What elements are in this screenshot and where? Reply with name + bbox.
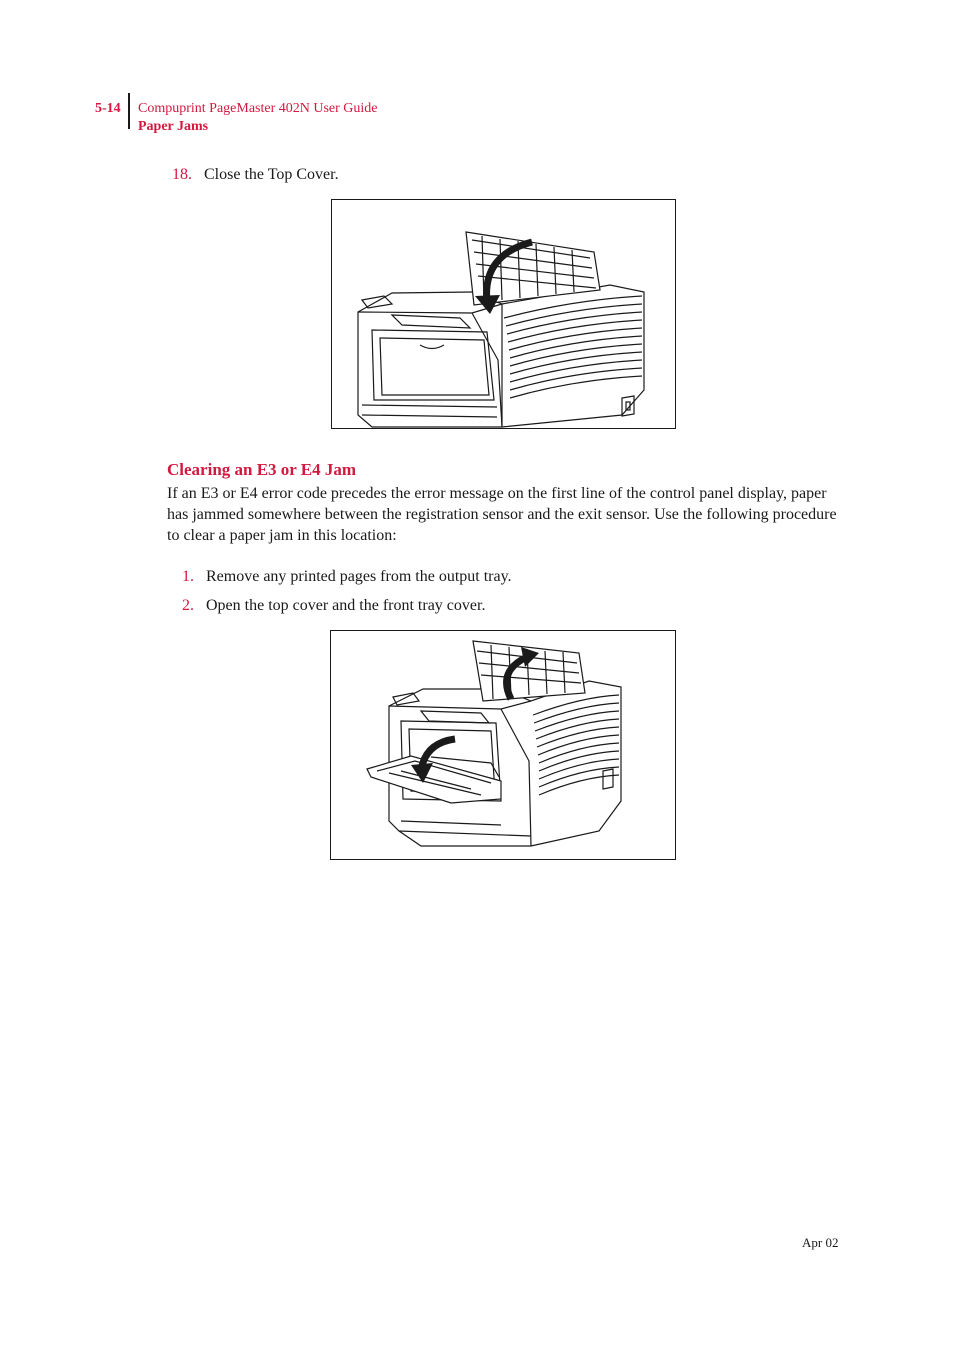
- intro-paragraph: If an E3 or E4 error code precedes the error message on the first line of the control panel display, paper has jammed somewhere between the registration sensor and the exit sensor. Use the following procedure to clear a paper jam in this location:: [167, 485, 837, 544]
- step-number: 18.: [172, 166, 192, 183]
- step-number: 1.: [182, 568, 194, 585]
- step-18: [172, 166, 339, 184]
- step-text: Open the top cover and the front tray cover.: [206, 597, 486, 614]
- printer-illustration-opening-covers: [331, 631, 675, 859]
- document-title: Compuprint PageMaster 402N User Guide: [138, 101, 378, 116]
- section-heading: Clearing an E3 or E4 Jam: [167, 460, 357, 479]
- figure-close-top-cover: [331, 199, 676, 429]
- printer-illustration-closing-cover: [332, 200, 675, 428]
- step-1: [182, 568, 512, 586]
- step-text: Remove any printed pages from the output tray.: [206, 568, 512, 585]
- chapter-title: Paper Jams: [138, 119, 209, 134]
- step-text: Close the Top Cover.: [204, 166, 339, 183]
- step-2: [182, 597, 485, 615]
- figure-open-covers: [330, 630, 676, 860]
- step-number: 2.: [182, 597, 194, 614]
- header-divider: [128, 93, 130, 129]
- footer-date: Apr 02: [802, 1235, 839, 1250]
- page-number: 5-14: [95, 101, 121, 116]
